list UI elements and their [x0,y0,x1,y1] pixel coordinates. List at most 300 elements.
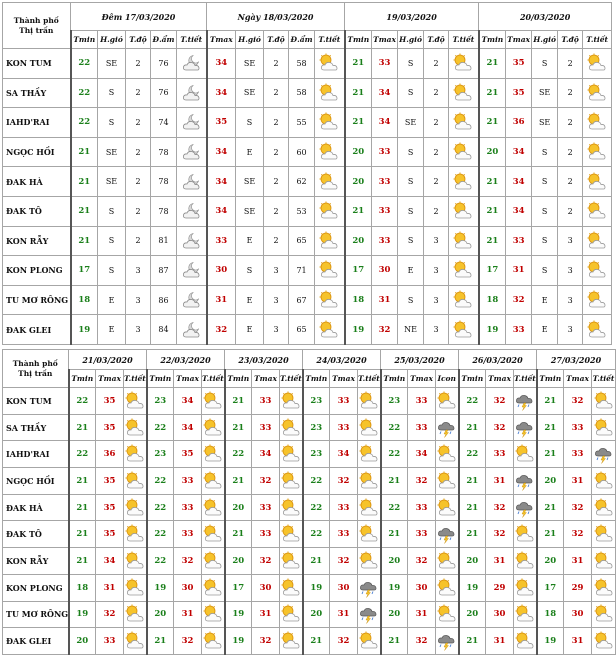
tmin-value: 21 [69,494,96,521]
value-cell: 3 [126,315,151,345]
weather-cell [449,108,479,138]
partly-cloudy-icon [318,83,340,103]
tmin-value: 18 [71,285,98,315]
weather-cell [315,196,345,226]
weather-cell [514,494,537,521]
tmin-value: 17 [479,256,506,286]
tmax-value: 30 [486,601,514,628]
partly-cloudy-icon [124,578,146,598]
tmin-value: 20 [303,601,330,628]
tmax-value: 35 [96,494,124,521]
partly-cloudy-icon [202,391,224,411]
tmin-value: 21 [537,414,564,441]
weather-cell [583,49,612,79]
tmin-value: 22 [69,441,96,468]
value-cell: E [236,226,264,256]
tmin-value: 21 [381,468,408,495]
thunderstorm-icon [514,391,536,411]
value-cell: 2 [126,108,151,138]
tmin-value: 23 [147,388,174,415]
tmax-value: 31 [564,628,592,655]
value-cell: 2 [126,49,151,79]
partly-cloudy-icon [280,471,302,491]
weather-cell [514,521,537,548]
tmin-value: 22 [381,494,408,521]
column-header: T.độ [126,31,151,49]
tmin-value: 22 [459,441,486,468]
tmin-value: 23 [147,441,174,468]
city-name: ĐAK GLEI [3,315,71,345]
value-cell: E [98,285,126,315]
city-name: ĐAK TÔ [3,196,71,226]
tmin-value: 20 [69,628,96,655]
partly-cloudy-icon [202,524,224,544]
weather-cell [124,574,147,601]
partly-cloudy-icon [280,524,302,544]
value-cell: 2 [264,108,289,138]
value-cell: S [398,226,424,256]
value-cell: 2 [558,78,583,108]
partly-cloudy-icon [202,631,224,651]
tmin-value: 17 [537,574,564,601]
weather-cell [202,521,225,548]
table-row [3,441,616,468]
weather-cell [315,315,345,345]
tmax-value: 33 [564,414,592,441]
tmax-value: 31 [330,601,358,628]
column-header: Tmin [71,31,98,49]
tmax-value: 33 [372,137,398,167]
partly-cloudy-icon [124,551,146,571]
column-header: T.độ [264,31,289,49]
column-header: Tmin [381,370,408,388]
table-row [3,256,612,286]
tmin-value: 23 [381,388,408,415]
value-cell: SE [98,49,126,79]
value-cell: 2 [264,167,289,197]
tmax-value: 33 [372,49,398,79]
weather-cell [124,628,147,655]
tmax-value: 31 [564,548,592,575]
table-row [3,468,616,495]
tmin-value: 20 [225,494,252,521]
tmin-value: 19 [537,628,564,655]
weather-cell [514,414,537,441]
tmax-value: 32 [564,521,592,548]
column-header: T.tiết [202,370,225,388]
weather-cell [315,78,345,108]
tmin-value: 20 [381,548,408,575]
tmax-value: 31 [486,468,514,495]
city-header-line1: Thành phố [12,358,58,368]
tmin-value: 20 [345,226,372,256]
date-header: Đêm 17/03/2020 [71,3,207,31]
weather-cell [315,256,345,286]
weather-cell [280,414,303,441]
column-header: Tmax [207,31,236,49]
thunderstorm-icon [358,578,380,598]
tmax-value: 33 [330,494,358,521]
table-row [3,285,612,315]
tmax-value: 35 [96,414,124,441]
weather-cell [315,226,345,256]
value-cell: S [532,196,558,226]
value-cell: 3 [264,315,289,345]
partly-cloudy-icon [452,53,474,73]
tmax-value: 32 [486,494,514,521]
tmax-value: 32 [174,548,202,575]
date-header: 22/03/2020 [147,350,225,370]
weather-cell [592,521,616,548]
value-cell: 3 [126,256,151,286]
weather-cell [202,388,225,415]
partly-cloudy-icon [452,112,474,132]
cloudy-night-icon [180,290,202,310]
column-header: H.gió [98,31,126,49]
partly-cloudy-icon [280,604,302,624]
tmax-value: 32 [330,468,358,495]
forecast-table-1 [2,2,612,345]
tmin-value: 21 [303,548,330,575]
weather-cell [514,601,537,628]
partly-cloudy-icon [452,290,474,310]
value-cell: 2 [424,167,449,197]
column-header: T.tiết [280,370,303,388]
tmax-value: 35 [506,49,532,79]
partly-cloudy-icon [358,631,380,651]
tmin-value: 19 [303,574,330,601]
partly-cloudy-icon [202,498,224,518]
partly-cloudy-icon [318,112,340,132]
weather-cell [358,414,381,441]
partly-cloudy-icon [436,391,458,411]
tmin-value: 21 [147,628,174,655]
tmin-value: 18 [537,601,564,628]
column-header: T.tiết [592,370,616,388]
partly-cloudy-icon [124,524,146,544]
tmax-value: 33 [408,494,436,521]
table-row [3,167,612,197]
tmin-value: 21 [225,521,252,548]
value-cell: S [398,137,424,167]
city-name: SA THẦY [3,414,69,441]
table-row [3,226,612,256]
city-name: ĐAK HÀ [3,494,69,521]
tmax-value: 32 [564,388,592,415]
tmin-value: 18 [69,574,96,601]
tmax-value: 31 [486,548,514,575]
weather-cell [177,137,207,167]
tmax-value: 32 [408,548,436,575]
value-cell: 76 [151,78,177,108]
tmin-value: 21 [345,196,372,226]
partly-cloudy-icon [318,320,340,340]
value-cell: NE [398,315,424,345]
weather-cell [514,628,537,655]
partly-cloudy-icon [586,320,608,340]
partly-cloudy-icon [202,604,224,624]
partly-cloudy-icon [318,142,340,162]
partly-cloudy-icon [124,631,146,651]
value-cell: S [98,226,126,256]
partly-cloudy-icon [452,320,474,340]
date-header: 26/03/2020 [459,350,537,370]
weather-cell [177,256,207,286]
tmax-value: 36 [506,108,532,138]
tmin-value: 21 [69,468,96,495]
partly-cloudy-icon [124,418,146,438]
thunderstorm-icon [514,418,536,438]
weather-cell [583,285,612,315]
weather-cell [436,601,459,628]
column-header: Tmax [486,370,514,388]
column-header: T.độ [424,31,449,49]
weather-cell [202,628,225,655]
date-header: 23/03/2020 [225,350,303,370]
weather-cell [124,468,147,495]
partly-cloudy-icon [452,142,474,162]
column-header: Tmax [506,31,532,49]
column-header: Tmax [96,370,124,388]
column-header: T.tiết [358,370,381,388]
tmin-value: 21 [69,548,96,575]
partly-cloudy-icon [358,471,380,491]
weather-cell [592,388,616,415]
tmin-value: 21 [459,521,486,548]
city-name: IAHD'RAI [3,441,69,468]
column-header: Tmax [252,370,280,388]
city-name: SA THẦY [3,78,71,108]
column-header: Tmin [147,370,174,388]
cloudy-night-icon [180,142,202,162]
column-header: Tmin [537,370,564,388]
tmin-value: 17 [71,256,98,286]
weather-cell [202,548,225,575]
tmin-value: 21 [71,167,98,197]
partly-cloudy-icon [514,551,536,571]
weather-cell [514,468,537,495]
tmax-value: 34 [174,414,202,441]
partly-cloudy-icon [586,83,608,103]
weather-cell [436,441,459,468]
partly-cloudy-icon [514,604,536,624]
tmax-value: 30 [564,601,592,628]
tmax-value: 31 [96,574,124,601]
value-cell: E [532,285,558,315]
tmin-value: 20 [537,548,564,575]
weather-cell [202,441,225,468]
value-cell: E [236,137,264,167]
table-row [3,108,612,138]
weather-cell [177,108,207,138]
partly-cloudy-icon [586,112,608,132]
partly-cloudy-icon [318,172,340,192]
tmin-value: 21 [303,628,330,655]
value-cell: S [398,167,424,197]
weather-cell [592,601,616,628]
partly-cloudy-icon [124,604,146,624]
partly-cloudy-icon [436,578,458,598]
value-cell: 53 [289,196,315,226]
date-header: 25/03/2020 [381,350,459,370]
tmin-value: 22 [147,468,174,495]
tmin-value: 21 [537,494,564,521]
tmax-value: 35 [96,521,124,548]
weather-cell [583,78,612,108]
tmin-value: 19 [381,574,408,601]
tmax-value: 33 [506,226,532,256]
weather-cell [280,574,303,601]
weather-cell [358,388,381,415]
weather-cell [358,441,381,468]
partly-cloudy-icon [586,290,608,310]
tmin-value: 20 [345,137,372,167]
weather-cell [449,167,479,197]
value-cell: 3 [424,256,449,286]
cloudy-night-icon [180,320,202,340]
value-cell: 84 [151,315,177,345]
tmin-value: 21 [479,108,506,138]
tmax-value: 34 [207,167,236,197]
tmin-value: 19 [459,574,486,601]
tmax-value: 33 [252,388,280,415]
weather-cell [436,628,459,655]
partly-cloudy-icon [452,201,474,221]
tmin-value: 22 [303,521,330,548]
city-name: ĐAK TÔ [3,521,69,548]
value-cell: E [236,285,264,315]
value-cell: 58 [289,49,315,79]
value-cell: 3 [264,256,289,286]
tmin-value: 19 [345,315,372,345]
city-header-line1: Thành phố [13,15,59,25]
tmax-value: 32 [252,548,280,575]
tmax-value: 32 [252,628,280,655]
tmax-value: 34 [252,441,280,468]
tmin-value: 21 [479,49,506,79]
value-cell: E [98,315,126,345]
city-name: NGỌC HỒI [3,137,71,167]
value-cell: S [398,49,424,79]
partly-cloudy-icon [280,391,302,411]
thunderstorm-icon [514,498,536,518]
weather-cell [280,388,303,415]
value-cell: 2 [424,49,449,79]
weather-cell [583,196,612,226]
tmax-value: 30 [372,256,398,286]
weather-cell [315,49,345,79]
value-cell: 3 [126,285,151,315]
weather-cell [315,108,345,138]
city-header-line2: Thị trấn [18,368,53,378]
weather-cell [315,167,345,197]
weather-cell [124,388,147,415]
column-header: Tmin [479,31,506,49]
value-cell: 2 [424,196,449,226]
date-header: 27/03/2020 [537,350,616,370]
tmin-value: 22 [303,468,330,495]
tmin-value: 21 [459,628,486,655]
city-name: KON RẪY [3,226,71,256]
weather-cell [514,574,537,601]
table-row [3,628,616,655]
weather-cell [315,137,345,167]
tmax-value: 36 [96,441,124,468]
value-cell: 62 [289,167,315,197]
tmax-value: 31 [486,628,514,655]
weather-cell [449,285,479,315]
partly-cloudy-icon [593,631,615,651]
weather-cell [449,226,479,256]
cloudy-night-icon [180,201,202,221]
column-header: Tmin [303,370,330,388]
weather-cell [280,468,303,495]
value-cell: 78 [151,167,177,197]
tmax-value: 32 [408,628,436,655]
partly-cloudy-icon [593,498,615,518]
thunderstorm-icon [436,524,458,544]
value-cell: 3 [424,226,449,256]
weather-cell [592,574,616,601]
tmax-value: 35 [506,78,532,108]
tmin-value: 21 [459,414,486,441]
tmax-value: 33 [408,521,436,548]
tmin-value: 20 [147,601,174,628]
partly-cloudy-icon [586,231,608,251]
table-row [3,601,616,628]
partly-cloudy-icon [593,604,615,624]
date-header: Ngày 18/03/2020 [207,3,345,31]
city-name: IAHD'RAI [3,108,71,138]
partly-cloudy-icon [280,578,302,598]
value-cell: S [532,256,558,286]
partly-cloudy-icon [586,260,608,280]
date-header: 20/03/2020 [479,3,612,31]
tmax-value: 34 [506,137,532,167]
table-row [3,414,616,441]
value-cell: 78 [151,137,177,167]
weather-cell [177,49,207,79]
partly-cloudy-icon [593,524,615,544]
partly-cloudy-icon [593,578,615,598]
partly-cloudy-icon [124,498,146,518]
value-cell: 2 [424,108,449,138]
weather-cell [436,388,459,415]
tmax-value: 30 [408,574,436,601]
value-cell: S [398,285,424,315]
city-name: KON TUM [3,49,71,79]
value-cell: 60 [289,137,315,167]
partly-cloudy-icon [452,83,474,103]
weather-cell [583,137,612,167]
weather-cell [202,468,225,495]
tmin-value: 22 [71,78,98,108]
column-header: T.độ [558,31,583,49]
value-cell: 2 [126,196,151,226]
value-cell: SE [532,78,558,108]
partly-cloudy-icon [124,444,146,464]
tmin-value: 21 [479,167,506,197]
tmax-value: 33 [408,388,436,415]
tmin-value: 17 [225,574,252,601]
value-cell: E [236,315,264,345]
partly-cloudy-icon [318,290,340,310]
tmin-value: 21 [345,49,372,79]
value-cell: 3 [424,315,449,345]
partly-cloudy-icon [358,498,380,518]
tmin-value: 20 [537,468,564,495]
value-cell: 2 [126,226,151,256]
